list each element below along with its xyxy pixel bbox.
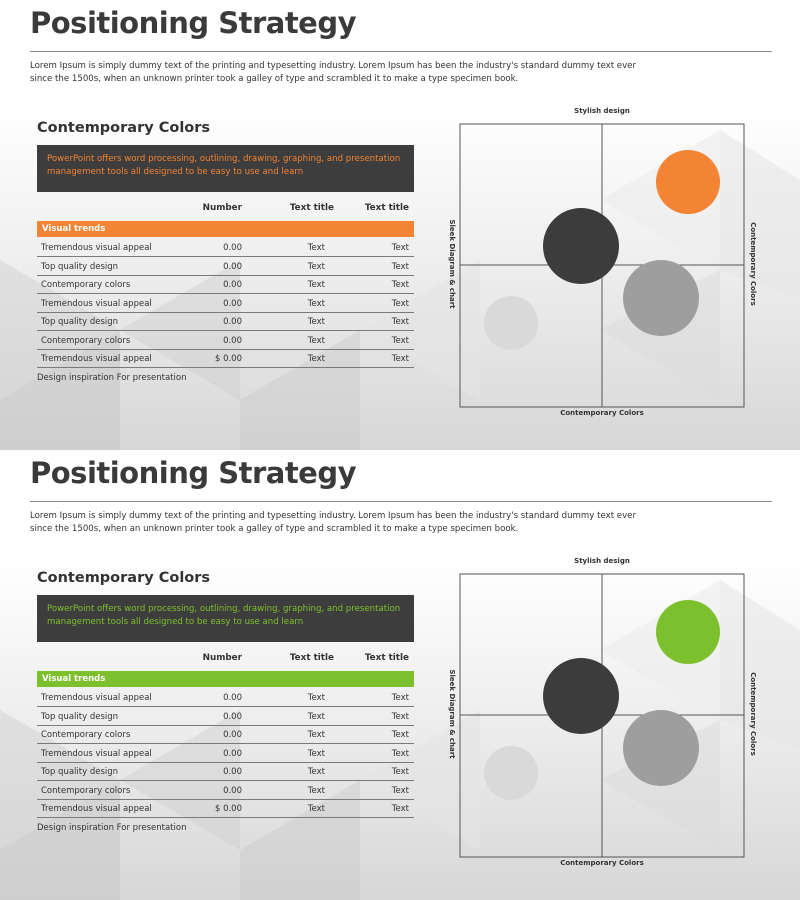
positioning-chart: Stylish design Contemporary Colors Sleek Diagram & chart Contemporary Colors [440,550,780,880]
footnote: Design inspiration For presentation [37,373,187,383]
column-header-number: Number [202,203,242,213]
row-text-1: Text [307,730,325,740]
row-label: Top quality design [41,261,119,272]
slide-2 [0,450,800,900]
row-text-1: Text [307,335,325,346]
row-label: Tremendous visual appeal [41,693,152,703]
quadrant-plot [440,550,780,880]
row-text-1: Text [307,804,325,814]
page-title: Positioning Strategy [30,456,357,490]
description: Lorem Ipsum is simply dummy text of the printing and typesetting industry. Lorem Ipsum has been the industry's standard dummy text ever since the 1500s, when an unknown printer took a galley of type and scrambled it to make a type specimen book. [30,511,636,534]
row-number: 0.00 [223,748,242,759]
title-divider [30,501,772,502]
row-text-2: Text [391,243,409,253]
table-row [37,258,414,276]
row-label: Tremendous visual appeal [41,804,152,814]
row-label: Top quality design [41,767,119,777]
table-row [37,689,414,707]
info-box-text: PowerPoint offers word processing, outlining, drawing, graphing, and presentation management tools all designed to be easy to use and learn [47,604,401,627]
row-label: Contemporary colors [41,785,131,796]
bubble-medium-gray [623,710,699,786]
table-header [37,203,414,217]
row-label: Tremendous visual appeal [41,354,152,364]
column-header-text-title-1: Text title [289,203,334,213]
info-box [37,145,414,192]
table-row [37,800,414,818]
row-number: 0.00 [223,711,242,722]
row-label: Tremendous visual appeal [41,748,152,759]
info-box [37,595,414,642]
row-number: 0.00 [223,693,242,703]
row-number: 0.00 [223,335,242,346]
row-number: 0.00 [223,298,242,309]
column-header-number: Number [202,653,242,663]
positioning-chart: Stylish design Contemporary Colors Sleek Diagram & chart Contemporary Colors [440,100,780,430]
footnote: Design inspiration For presentation [37,823,187,833]
table-row [37,708,414,726]
row-number: $ 0.00 [214,804,242,814]
row-number: 0.00 [223,317,242,327]
row-text-1: Text [307,280,325,290]
row-text-2: Text [391,298,409,309]
row-text-1: Text [307,693,325,703]
row-number: 0.00 [223,785,242,796]
row-text-2: Text [391,335,409,346]
table-group-header: Visual trends [37,221,414,237]
row-number: 0.00 [223,767,242,777]
table-row [37,276,414,294]
row-number: 0.00 [223,280,242,290]
row-text-2: Text [391,261,409,272]
column-header-text-title-2: Text title [364,653,409,663]
row-text-1: Text [307,354,325,364]
row-number: 0.00 [223,243,242,253]
page-title: Positioning Strategy [30,6,357,40]
row-number: 0.00 [223,261,242,272]
bubble-dark [543,658,619,734]
quadrant-plot [440,100,780,430]
row-text-2: Text [391,767,409,777]
row-label: Tremendous visual appeal [41,243,152,253]
section-heading: Contemporary Colors [37,570,211,586]
table-row [37,782,414,800]
row-number: 0.00 [223,730,242,740]
row-label: Contemporary colors [41,335,131,346]
row-text-1: Text [307,711,325,722]
table-row [37,763,414,781]
bubble-light-gray [484,296,538,350]
table-header [37,653,414,667]
column-header-text-title-2: Text title [364,203,409,213]
section-heading: Contemporary Colors [37,120,211,136]
column-header-text-title-1: Text title [289,653,334,663]
table-group-header: Visual trends [37,671,414,687]
row-text-1: Text [307,243,325,253]
row-text-2: Text [391,317,409,327]
table-row [37,332,414,350]
row-label: Tremendous visual appeal [41,298,152,309]
row-label: Contemporary colors [41,280,131,290]
row-text-1: Text [307,261,325,272]
title-divider [30,51,772,52]
bubble-dark [543,208,619,284]
bubble-accent [656,150,720,214]
bubble-accent [656,600,720,664]
table-row [37,350,414,368]
table-row [37,313,414,331]
row-label: Contemporary colors [41,730,131,740]
table-row [37,295,414,313]
table-row [37,745,414,763]
row-number: $ 0.00 [214,354,242,364]
row-text-1: Text [307,767,325,777]
info-box-text: PowerPoint offers word processing, outlining, drawing, graphing, and presentation management tools all designed to be easy to use and learn [47,154,401,177]
row-text-2: Text [391,748,409,759]
bubble-light-gray [484,746,538,800]
row-text-2: Text [391,804,409,814]
row-label: Top quality design [41,711,119,722]
row-text-2: Text [391,280,409,290]
row-text-2: Text [391,730,409,740]
row-text-2: Text [391,711,409,722]
row-text-1: Text [307,785,325,796]
row-text-2: Text [391,693,409,703]
bubble-medium-gray [623,260,699,336]
row-text-1: Text [307,748,325,759]
table-row [37,239,414,257]
row-text-1: Text [307,298,325,309]
row-text-1: Text [307,317,325,327]
description: Lorem Ipsum is simply dummy text of the printing and typesetting industry. Lorem Ipsum has been the industry's standard dummy text ever since the 1500s, when an unknown printer took a galley of type and scrambled it to make a type specimen book. [30,61,636,84]
row-label: Top quality design [41,317,119,327]
row-text-2: Text [391,354,409,364]
table-row [37,726,414,744]
row-text-2: Text [391,785,409,796]
